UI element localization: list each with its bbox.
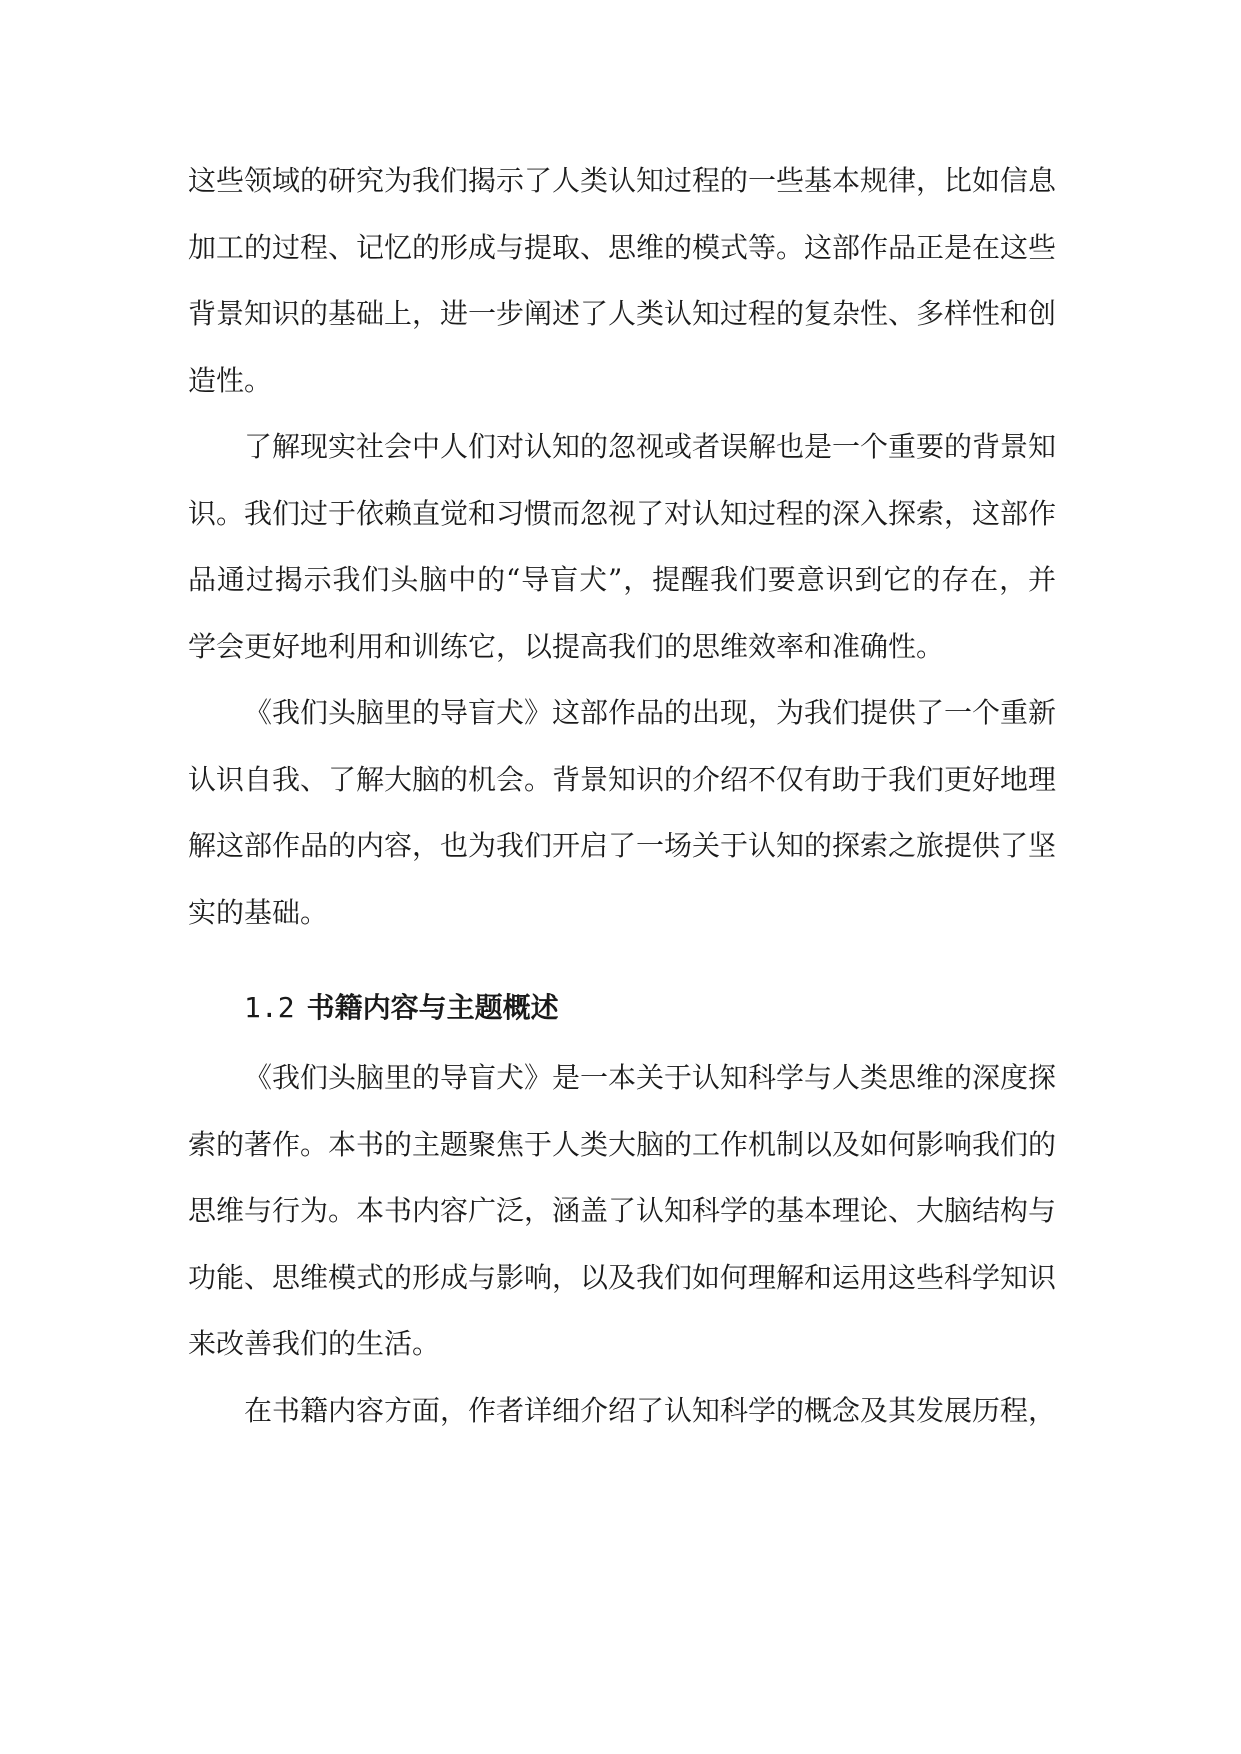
paragraph: 了解现实社会中人们对认知的忽视或者误解也是一个重要的背景知识。我们过于依赖直觉和习惯而忽视了对认知过程的深入探索，这部作品通过揭示我们头脑中的“导盲犬”，提醒我们要意识到它的存在，并学会更好地利用和训练它，以提高我们的思维效率和准确性。 [188, 430, 1057, 663]
section-heading [188, 975, 1056, 1041]
paragraph: 《我们头脑里的导盲犬》是一本关于认知科学与人类思维的深度探索的著作。本书的主题聚焦于人类大脑的工作机制以及如何影响我们的思维与行为。本书内容广泛，涵盖了认知科学的基本理论、大脑结构与功能、思维模式的形成与影响，以及我们如何理解和运用这些科学知识来改善我们的生活。 [188, 1061, 1057, 1360]
section-title: 书籍内容与主题概述 [306, 991, 559, 1024]
document-body [188, 148, 1056, 1444]
paragraph: 《我们头脑里的导盲犬》这部作品的出现，为我们提供了一个重新认识自我、了解大脑的机会。背景知识的介绍不仅有助于我们更好地理解这部作品的内容，也为我们开启了一场关于认知的探索之旅提供了坚实的基础。 [188, 696, 1057, 929]
section-number: 1.2 [244, 991, 295, 1024]
paragraph: 在书籍内容方面，作者详细介绍了认知科学的概念及其发展历程， [244, 1393, 1057, 1427]
paragraph: 这些领域的研究为我们揭示了人类认知过程的一些基本规律，比如信息加工的过程、记忆的形成与提取、思维的模式等。这部作品正是在这些背景知识的基础上，进一步阐述了人类认知过程的复杂性、多样性和创造性。 [188, 164, 1057, 397]
